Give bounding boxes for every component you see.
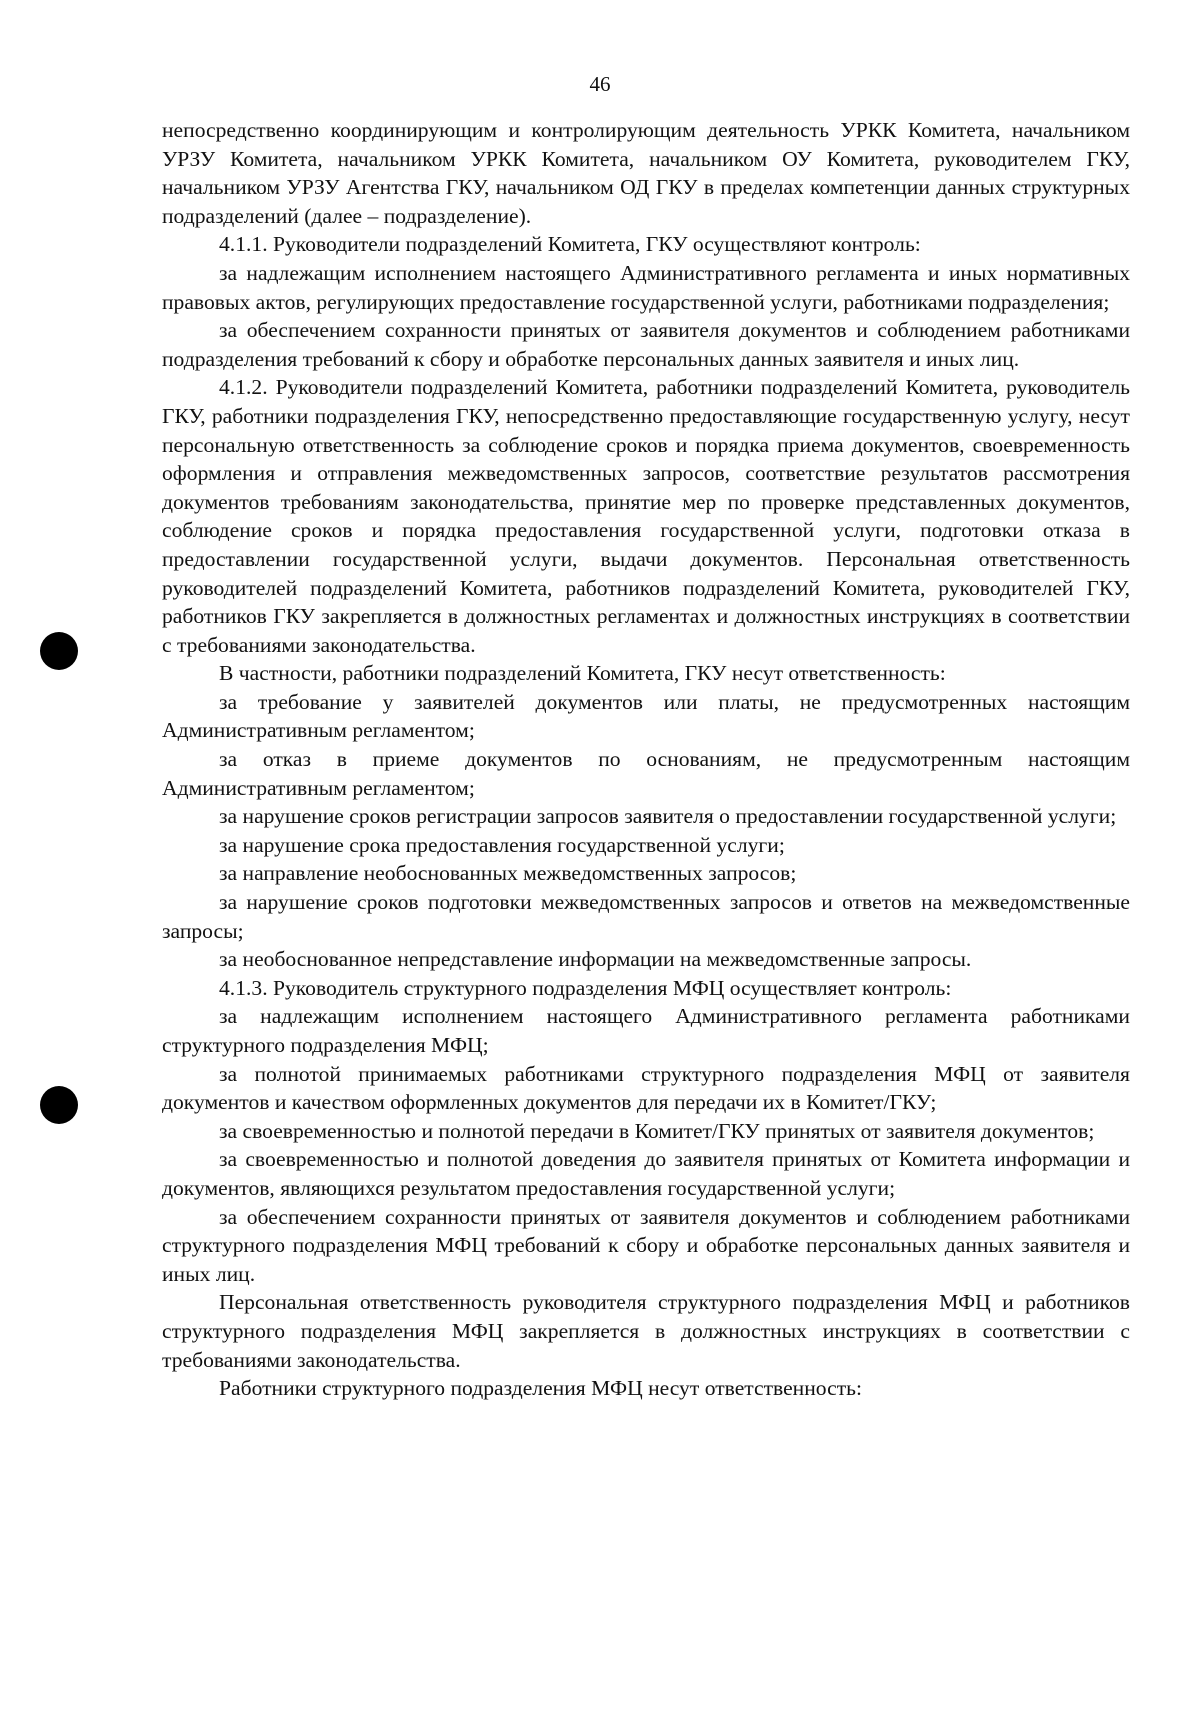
page-number: 46: [589, 72, 611, 96]
paragraph: за своевременностью и полнотой доведения до заявителя принятых от Комитета информации и документов, являющихся результатом предоставления государственной услуги;: [162, 1147, 1130, 1200]
paragraph: за обеспечением сохранности принятых от заявителя документов и соблюдением работниками подразделения требований к сбору и обработке персональных данных заявителя и иных лиц.: [162, 318, 1130, 371]
paragraph: Персональная ответственность руководителя структурного подразделения МФЦ и работников структурного подразделения МФЦ закрепляется в должностных инструкциях в соответствии с требованиями законодательства.: [162, 1290, 1130, 1372]
paragraph: за отказ в приеме документов по основаниям, не предусмотренным настоящим Административным регламентом;: [162, 747, 1130, 800]
paragraph: за обеспечением сохранности принятых от заявителя документов и соблюдением работниками структурного подразделения МФЦ требований к сбору и обработке персональных данных заявителя и иных лиц.: [162, 1204, 1130, 1286]
paragraph: за своевременностью и полнотой передачи в Комитет/ГКУ принятых от заявителя документов;: [219, 1118, 1095, 1143]
paragraph: за полнотой принимаемых работниками структурного подразделения МФЦ от заявителя документов и качеством оформленных документов для передачи их в Комитет/ГКУ;: [162, 1061, 1130, 1115]
paragraph: непосредственно координирующим и контролирующим деятельность УРКК Комитета, начальником УРЗУ Комитета, начальником УРКК Комитета, начальником ОУ Комитета, руководителем ГКУ, начальником УРЗУ Агентства ГКУ, начальником ОД ГКУ в пределах компетенции данных структурных подразделений (далее – подразделение).: [162, 118, 1130, 228]
paragraph: за необоснованное непредставление информации на межведомственные запросы.: [219, 947, 972, 972]
paragraph: 4.1.3. Руководитель структурного подразделения МФЦ осуществляет контроль:: [219, 975, 952, 1000]
paragraph: за требование у заявителей документов или платы, не предусмотренных настоящим Административным регламентом;: [162, 689, 1130, 743]
paragraph: В частности, работники подразделений Комитета, ГКУ несут ответственность:: [219, 661, 946, 686]
paragraph: Работники структурного подразделения МФЦ несут ответственность:: [219, 1376, 862, 1401]
paragraph: за нарушение сроков подготовки межведомственных запросов и ответов на межведомственные запросы;: [162, 890, 1130, 943]
paragraph: за надлежащим исполнением настоящего Административного регламента работниками структурного подразделения МФЦ;: [162, 1004, 1130, 1057]
paragraph: за нарушение срока предоставления государственной услуги;: [219, 832, 785, 857]
punch-hole-mark: [40, 632, 78, 670]
paragraph: за нарушение сроков регистрации запросов заявителя о предоставлении государственной услуги;: [219, 804, 1117, 829]
punch-hole-mark: [40, 1086, 78, 1124]
document-body: [162, 116, 1130, 1403]
paragraph: за направление необоснованных межведомственных запросов;: [219, 861, 797, 886]
paragraph: 4.1.2. Руководители подразделений Комитета, работники подразделений Комитета, руководитель ГКУ, работники подразделения ГКУ, непосредственно предоставляющие государственную услугу, несут персональную ответственность за соблюдение сроков и порядка приема документов, своевременность оформления и отправления межведомственных запросов, соответствие результатов рассмотрения документов требованиям законодательства, принятие мер по проверке представленных документов, соблюдение сроков и порядка предоставления государственной услуги, подготовки отказа в предоставлении государственной услуги, выдачи документов. Персональная ответственность руководителей подразделений Комитета, работников подразделений Комитета, руководителей ГКУ, работников ГКУ закрепляется в должностных регламентах и должностных инструкциях в соответствии с требованиями законодательства.: [162, 375, 1130, 657]
paragraph: 4.1.1. Руководители подразделений Комитета, ГКУ осуществляют контроль:: [219, 232, 921, 257]
paragraph: за надлежащим исполнением настоящего Административного регламента и иных нормативных правовых актов, регулирующих предоставление государственной услуги, работниками подразделения;: [162, 260, 1130, 314]
